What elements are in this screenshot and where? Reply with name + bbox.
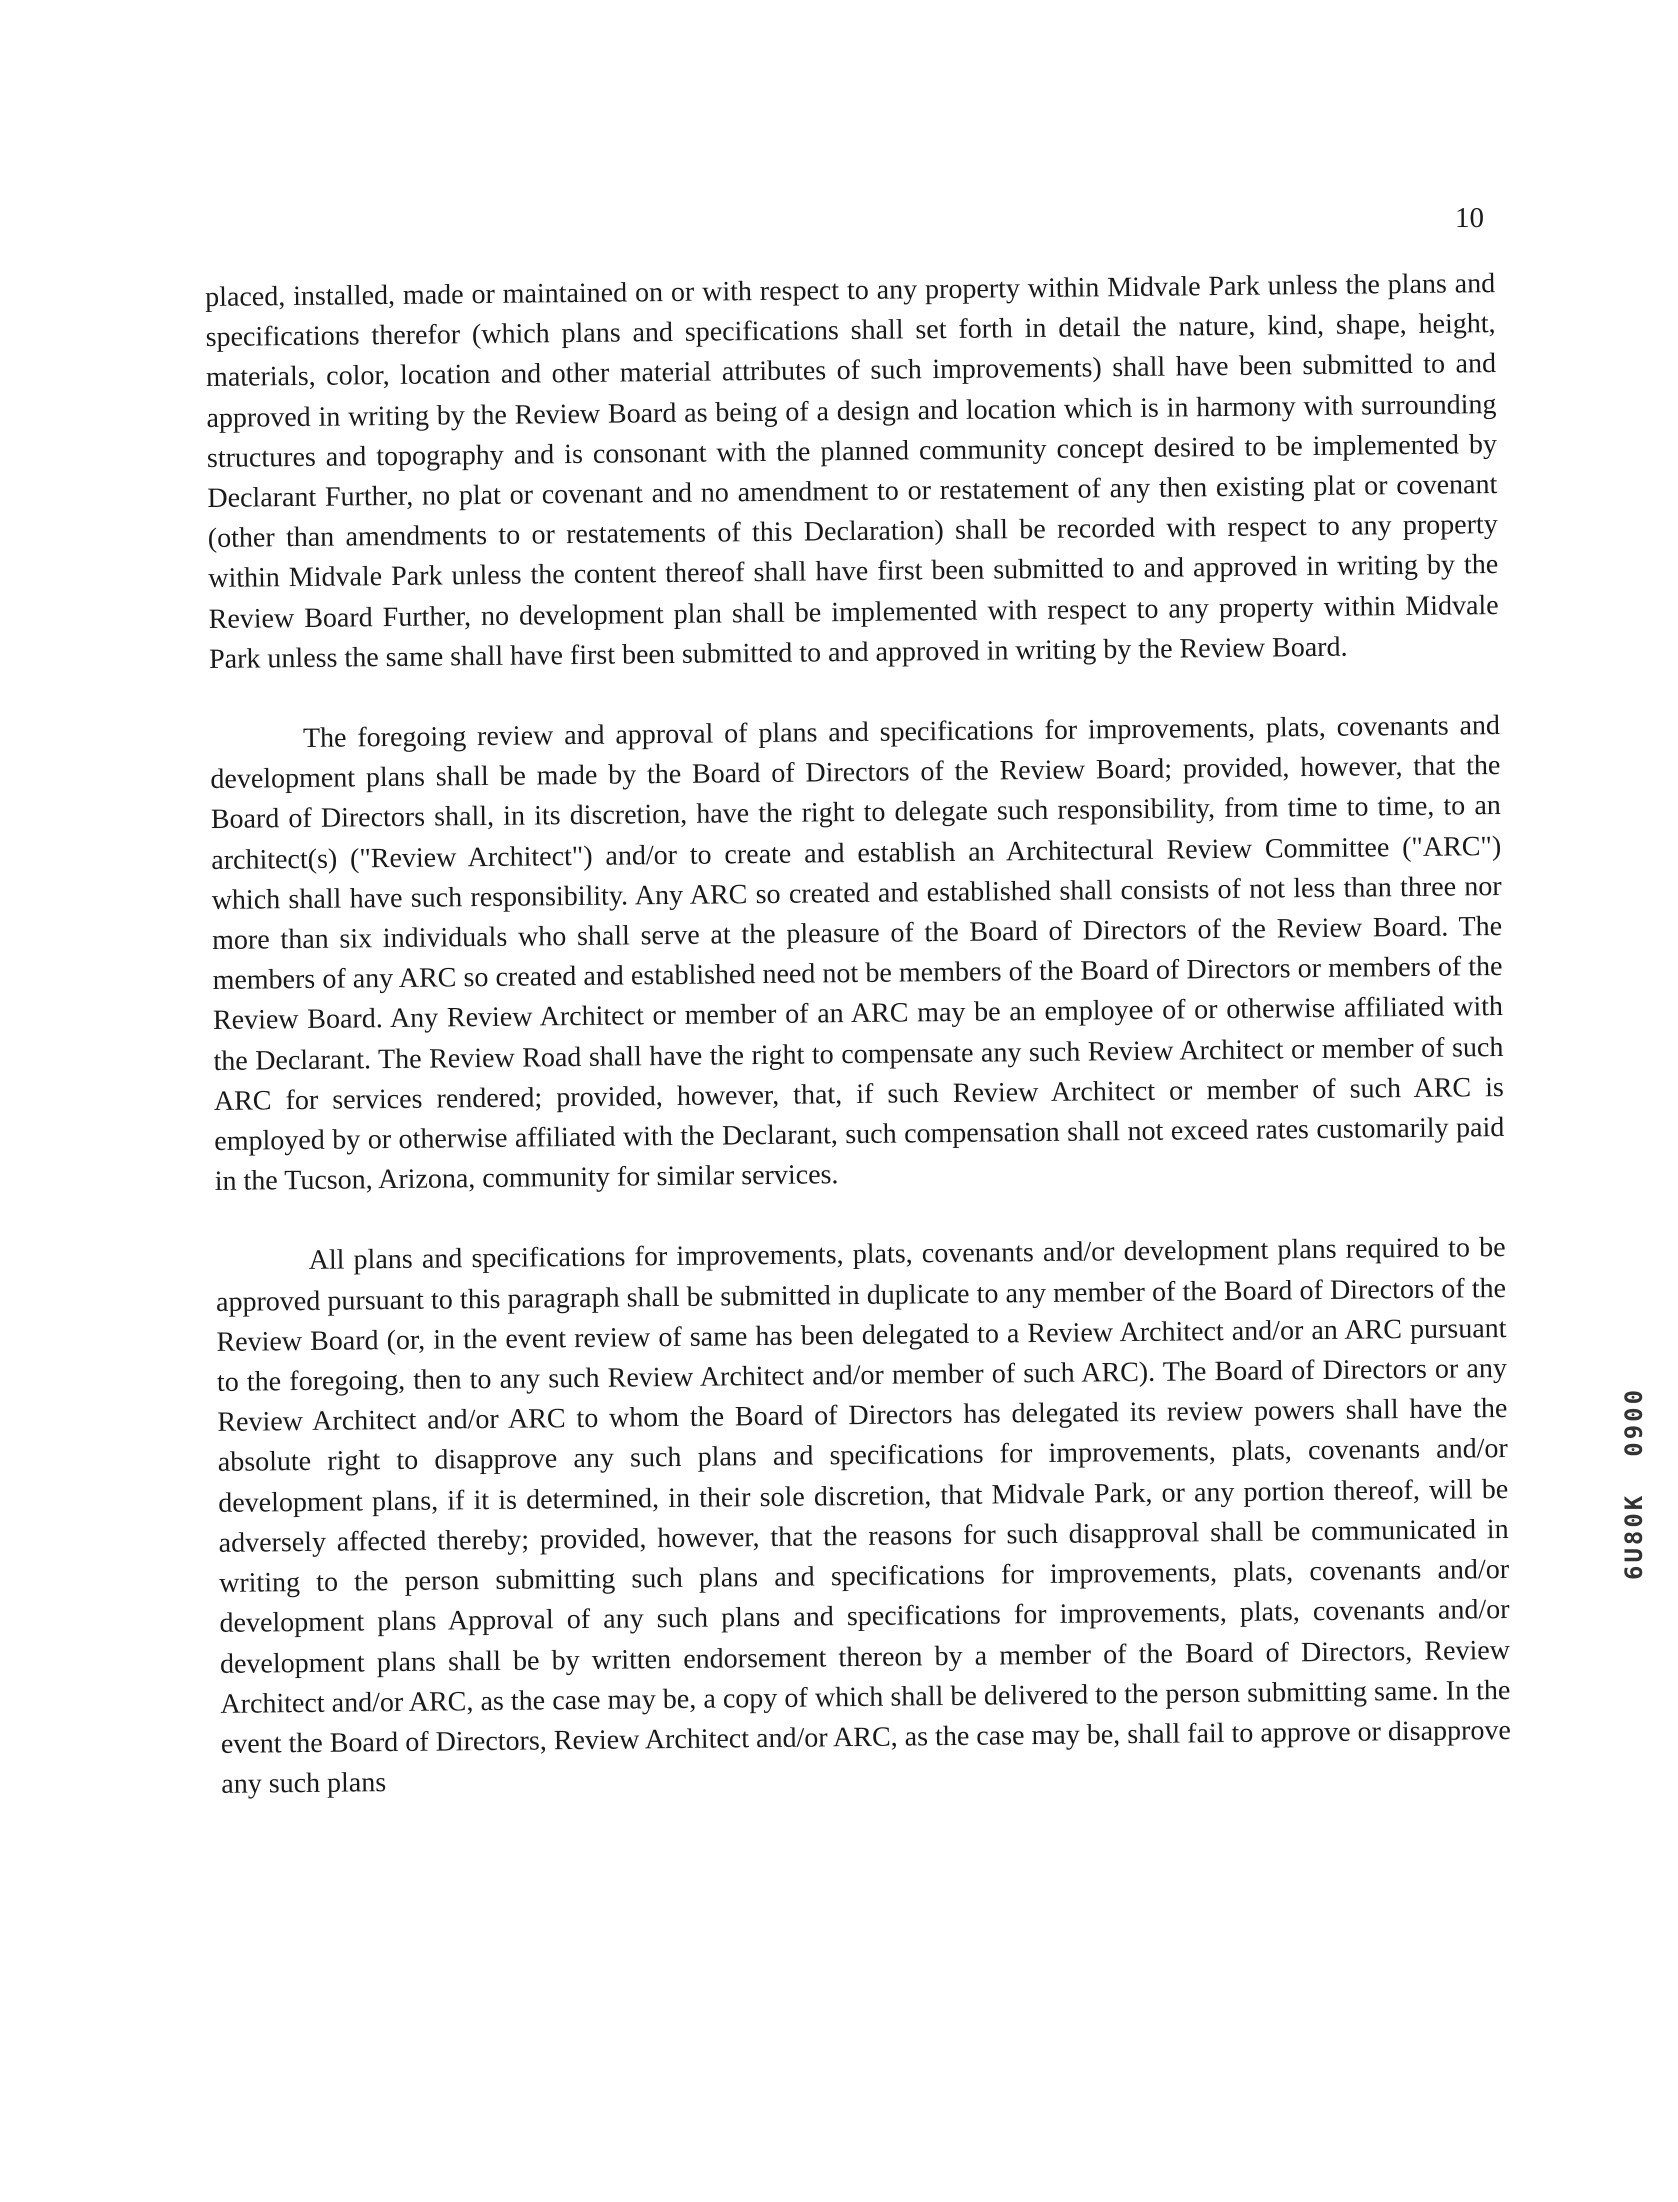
paragraph-review-delegation: The foregoing review and approval of plans and specifications for improvements, plats, covenants and development plans shall be made by the Board of Directors of the Review Board; provided, however, that the Board of Directors shall, in its discretion, have the right to delegate such responsibility, from time to time, to an architect(s) ("Review Architect") and/or to create and establish an Architectural Review Committee ("ARC") which shall have such responsibility. Any ARC so created and established shall consists of not less than three nor more than six individuals who shall serve at the pleasure of the Board of Directors of the Review Board. The members of any ARC so created and established need not be members of the Board of Directors or members of the Review Board. Any Review Architect or member of an ARC may be an employee of or otherwise affiliated with the Declarant. The Review Road shall have the right to compensate any such Review Architect or member of such ARC for services rendered; provided, however, that, if such Review Architect or member of such ARC is employed by or otherwise affiliated with the Declarant, such compensation shall not exceed rates customarily paid in the Tucson, Arizona, community for similar services. [210, 710, 1505, 1198]
stamp-docket: 6U80K [1620, 1492, 1648, 1580]
body-text [205, 264, 1511, 1805]
paragraph-review-requirement: placed, installed, made or maintained on or with respect to any property within Midvale Park unless the plans and specifications therefor (which plans and specifications shall set forth in detail the nature, kind, shape, height, materials, color, location and other material attributes of such improvements) shall have been submitted to and approved in writing by the Review Board as being of a design and location which is in harmony with surrounding structures and topography and is consonant with the planned community concept desired to be implemented by Declarant Further, no plat or covenant and no amendment to or restatement of any then existing plat or covenant (other than amendments to or restatements of this Declaration) shall be recorded with respect to any property within Midvale Park unless the content thereof shall have first been submitted to and approved in writing by the Review Board Further, no development plan shall be implemented with respect to any property within Midvale Park unless the same shall have first been submitted to and approved in writing by the Review Board. [205, 268, 1499, 675]
paragraph-submission-procedure: All plans and specifications for improvements, plats, covenants and/or development plans required to be approved pursuant to this paragraph shall be submitted in duplicate to any member of the Board of Directors of the Review Board (or, in the event review of same has been delegated to a Review Architect and/or an ARC pursuant to the foregoing, then to any such Review Architect and/or member of such ARC). The Board of Directors or any Review Architect and/or ARC to whom the Board of Directors has delegated its review powers shall have the absolute right to disapprove any such plans and specifications for improvements, plats, covenants and/or development plans, if it is determined, in their sole discretion, that Midvale Park, or any portion thereof, will be adversely affected thereby; provided, however, that the reasons for such disapproval shall be communicated in writing to the person submitting such plans and specifications for improvements, plats, covenants and/or development plans Approval of any such plans and specifications for improvements, plats, covenants and/or development plans shall be by written endorsement thereon by a member of the Board of Directors, Review Architect and/or ARC, as the case may be, a copy of which shall be delivered to the person submitting same. In the event the Board of Directors, Review Architect and/or ARC, as the case may be, shall fail to approve or disapprove any such plans [215, 1232, 1511, 1801]
page-number: 10 [1455, 202, 1484, 234]
stamp-page-ref: 0900 [1620, 1386, 1648, 1457]
recording-stamp [1620, 1387, 1648, 1580]
